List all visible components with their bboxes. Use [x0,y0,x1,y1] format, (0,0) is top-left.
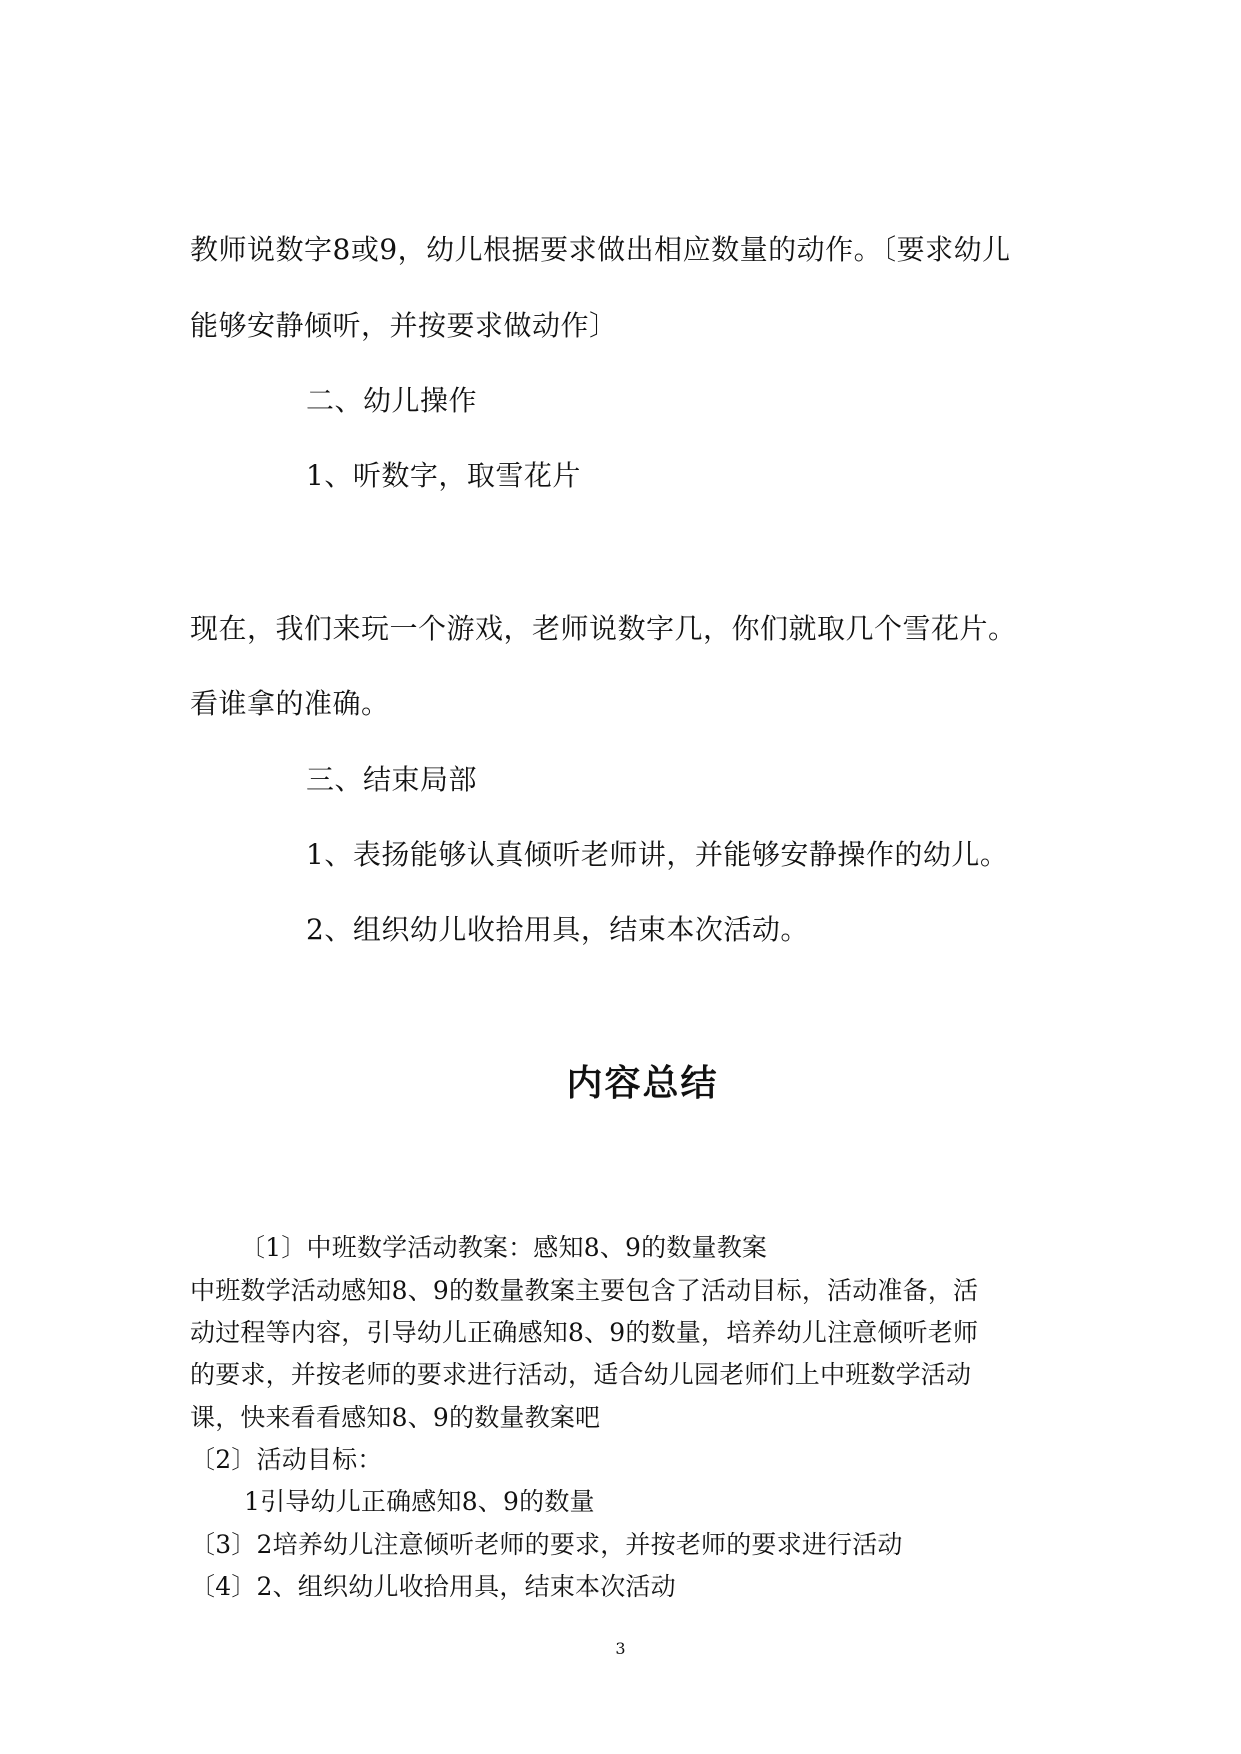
summary-description-line: 动过程等内容，引导幼儿正确感知8、9的数量，培养幼儿注意倾听老师 [190,1318,979,1347]
paragraph-line: 教师说数字8或9，幼儿根据要求做出相应数量的动作。〔要求幼儿 [190,233,1011,266]
summary-subitem: 1引导幼儿正确感知8、9的数量 [244,1487,595,1516]
list-item: 1、表扬能够认真倾听老师讲，并能够安静操作的幼儿。 [306,838,1009,871]
paragraph-line: 看谁拿的准确。 [190,687,390,720]
list-item: 2、组织幼儿收拾用具，结束本次活动。 [306,913,809,946]
summary-item: 〔4〕2、组织幼儿收拾用具，结束本次活动 [190,1572,676,1601]
summary-item: 〔3〕2培养幼儿注意倾听老师的要求，并按老师的要求进行活动 [190,1530,903,1559]
summary-description-line: 中班数学活动感知8、9的数量教案主要包含了活动目标，活动准备，活 [190,1276,979,1305]
summary-description-line: 课，快来看看感知8、9的数量教案吧 [190,1403,601,1432]
paragraph-line: 能够安静倾听，并按要求做动作〕 [190,309,618,342]
summary-item: 〔2〕活动目标： [190,1445,383,1474]
summary-item: 〔1〕中班数学活动教案：感知8、9的数量教案 [240,1233,768,1262]
paragraph-line: 现在，我们来玩一个游戏，老师说数字几，你们就取几个雪花片。 [190,612,1017,645]
section-heading: 二、幼儿操作 [306,384,478,417]
page-number: 3 [615,1639,626,1658]
summary-title: 内容总结 [566,1063,719,1104]
list-item: 1、听数字，取雪花片 [306,459,581,492]
section-heading: 三、结束局部 [306,763,478,796]
summary-description-line: 的要求，并按老师的要求进行活动，适合幼儿园老师们上中班数学活动 [190,1360,972,1389]
